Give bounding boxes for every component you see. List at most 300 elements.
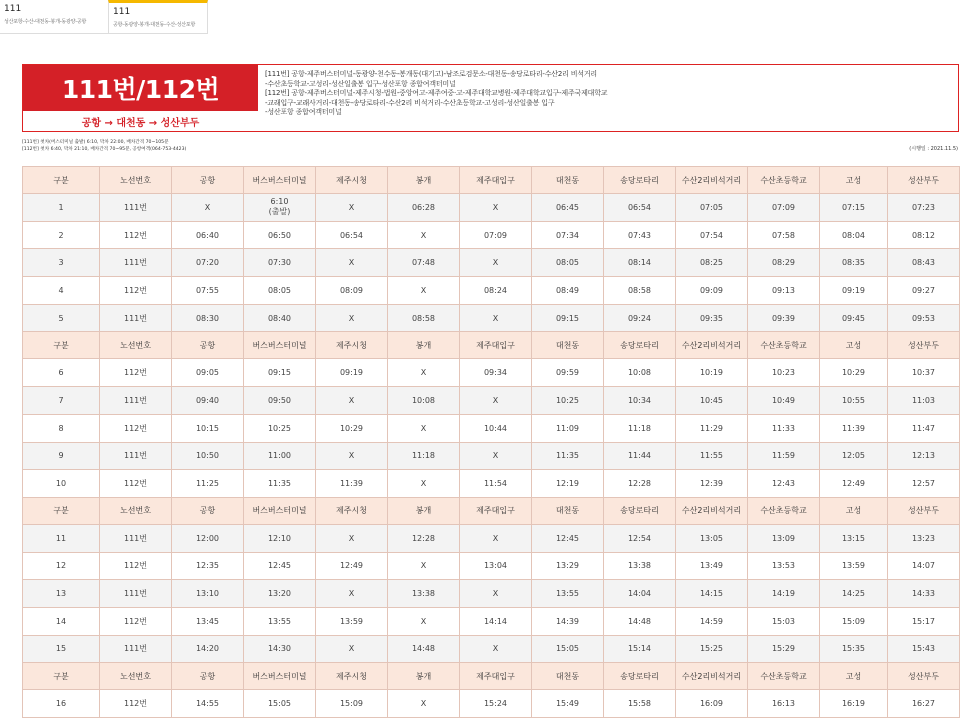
table-cell: 9: [23, 442, 100, 470]
table-cell: X: [316, 304, 388, 332]
table-cell: 15: [23, 635, 100, 663]
table-cell: X: [460, 249, 532, 277]
table-header-row: [23, 663, 960, 690]
table-cell: 13:45: [172, 607, 244, 635]
table-cell: 13:20: [244, 580, 316, 608]
table-cell: 08:58: [604, 277, 676, 305]
table-cell: 11:47: [888, 414, 960, 442]
route-tab-inbound[interactable]: [108, 0, 208, 34]
table-cell: 12:49: [820, 470, 888, 498]
route-line: [111번] 공항-제주버스터미널-동광양-천수동-봉개동(대기고)-남조로검문소-대천동-송당로타리-수산2리 비석거리: [265, 70, 597, 78]
column-header: 송당로타리: [604, 167, 676, 194]
table-cell: 07:55: [172, 277, 244, 305]
table-cell: X: [460, 194, 532, 222]
table-cell: 08:12: [888, 221, 960, 249]
column-header: 공항: [172, 332, 244, 359]
table-cell: 11:55: [676, 442, 748, 470]
table-cell: 09:34: [460, 359, 532, 387]
route-description: [258, 65, 958, 131]
table-cell: 10:08: [388, 387, 460, 415]
table-row: [23, 470, 960, 498]
table-cell: 09:15: [532, 304, 604, 332]
table-cell: 3: [23, 249, 100, 277]
column-header: 공항: [172, 663, 244, 690]
table-cell: X: [460, 524, 532, 552]
table-cell: 08:24: [460, 277, 532, 305]
table-cell: 11:44: [604, 442, 676, 470]
table-cell: 13:49: [676, 552, 748, 580]
page-subtitle: 공항 → 대천동 → 성산부두: [81, 117, 200, 129]
table-cell: 09:15: [244, 359, 316, 387]
column-header: 제주대입구: [460, 167, 532, 194]
table-cell: 11:35: [532, 442, 604, 470]
table-row: [23, 387, 960, 415]
table-cell: 14: [23, 607, 100, 635]
table-cell: 08:40: [244, 304, 316, 332]
table-cell: 11:54: [460, 470, 532, 498]
column-header: 봉개: [388, 167, 460, 194]
table-cell: 10: [23, 470, 100, 498]
table-cell: 14:48: [388, 635, 460, 663]
column-header: 제주시청: [316, 332, 388, 359]
column-header: 고성: [820, 332, 888, 359]
table-cell: 10:25: [532, 387, 604, 415]
table-cell: 10:34: [604, 387, 676, 415]
tab-route-path: 공항-동광양-봉개-대천동-수산-성산포항: [113, 22, 196, 28]
table-row: [23, 359, 960, 387]
table-row: [23, 221, 960, 249]
table-cell: 11:39: [316, 470, 388, 498]
table-row: [23, 277, 960, 305]
table-cell: 10:29: [820, 359, 888, 387]
table-cell: 111번: [100, 635, 172, 663]
table-cell: 07:09: [748, 194, 820, 222]
table-cell: 06:45: [532, 194, 604, 222]
table-cell: X: [388, 690, 460, 718]
table-cell: 11:00: [244, 442, 316, 470]
table-cell: 15:09: [316, 690, 388, 718]
table-cell: 8: [23, 414, 100, 442]
table-cell: 08:05: [244, 277, 316, 305]
column-header: 송당로타리: [604, 332, 676, 359]
effective-date: (시행일 : 2021.11.5): [909, 146, 958, 152]
column-header: 제주대입구: [460, 332, 532, 359]
column-header: 공항: [172, 167, 244, 194]
table-cell: 10:50: [172, 442, 244, 470]
table-cell: 15:24: [460, 690, 532, 718]
table-cell: 07:43: [604, 221, 676, 249]
table-cell: X: [316, 194, 388, 222]
table-cell: 07:54: [676, 221, 748, 249]
table-cell: 14:48: [604, 607, 676, 635]
table-row: [23, 635, 960, 663]
table-row: [23, 552, 960, 580]
table-cell: 13:53: [748, 552, 820, 580]
table-cell: 15:05: [244, 690, 316, 718]
table-cell: 112번: [100, 690, 172, 718]
column-header: 구분: [23, 663, 100, 690]
table-cell: 15:29: [748, 635, 820, 663]
table-cell: X: [460, 580, 532, 608]
table-cell: 15:03: [748, 607, 820, 635]
column-header: 봉개: [388, 663, 460, 690]
table-cell: 12:00: [172, 524, 244, 552]
table-cell: 13:38: [604, 552, 676, 580]
table-cell: 6: [23, 359, 100, 387]
table-cell: 07:30: [244, 249, 316, 277]
table-cell: 09:45: [820, 304, 888, 332]
table-header-row: [23, 497, 960, 524]
column-header: 노선번호: [100, 497, 172, 524]
table-cell: 08:49: [532, 277, 604, 305]
column-header: 성산부두: [888, 497, 960, 524]
column-header: 노선번호: [100, 167, 172, 194]
column-header: 대천동: [532, 332, 604, 359]
table-cell: 12:35: [172, 552, 244, 580]
table-cell: 4: [23, 277, 100, 305]
table-cell: 12:54: [604, 524, 676, 552]
table-cell: 14:07: [888, 552, 960, 580]
table-cell: 07:05: [676, 194, 748, 222]
table-cell: 13:55: [244, 607, 316, 635]
column-header: 제주대입구: [460, 663, 532, 690]
service-note: [112번] 첫차 6:40, 막차 21:10, 배차간격 70~95분, 공항여객(064-753-4423): [22, 147, 187, 152]
table-cell: 14:25: [820, 580, 888, 608]
table-cell: 09:59: [532, 359, 604, 387]
service-notes: [22, 139, 186, 153]
column-header: 봉개: [388, 497, 460, 524]
header-title-banner: [23, 65, 258, 111]
route-tabs: [0, 0, 208, 36]
column-header: 버스버스터미널: [244, 332, 316, 359]
table-cell: 15:35: [820, 635, 888, 663]
header-title-block: [23, 65, 258, 131]
column-header: 노선번호: [100, 332, 172, 359]
table-cell: 10:23: [748, 359, 820, 387]
table-row: [23, 580, 960, 608]
column-header: 대천동: [532, 663, 604, 690]
table-cell: 15:09: [820, 607, 888, 635]
table-cell: 12:43: [748, 470, 820, 498]
column-header: 공항: [172, 497, 244, 524]
service-note: [111번] 첫차(버스터미널 출발) 6:10, 막차 22:00, 배차간격 70~105분: [22, 140, 169, 145]
table-cell: 07:58: [748, 221, 820, 249]
table-cell: 12:39: [676, 470, 748, 498]
table-cell: 11:25: [172, 470, 244, 498]
table-cell: 09:35: [676, 304, 748, 332]
table-cell: 11:03: [888, 387, 960, 415]
table-header-row: [23, 332, 960, 359]
table-cell: 10:29: [316, 414, 388, 442]
table-cell: 7: [23, 387, 100, 415]
column-header: 구분: [23, 497, 100, 524]
table-cell: 13:15: [820, 524, 888, 552]
timetable: [22, 166, 960, 718]
table-cell: X: [388, 470, 460, 498]
table-cell: X: [316, 387, 388, 415]
table-cell: 10:37: [888, 359, 960, 387]
table-row: [23, 194, 960, 222]
column-header: 제주시청: [316, 663, 388, 690]
table-cell: 09:39: [748, 304, 820, 332]
table-cell: 10:08: [604, 359, 676, 387]
table-cell: 14:04: [604, 580, 676, 608]
route-tab-outbound[interactable]: [0, 0, 108, 34]
table-cell: 12:57: [888, 470, 960, 498]
table-cell: 16:19: [820, 690, 888, 718]
table-cell: 06:50: [244, 221, 316, 249]
table-cell: X: [316, 580, 388, 608]
table-cell: 10:19: [676, 359, 748, 387]
table-cell: 15:58: [604, 690, 676, 718]
table-cell: 11:39: [820, 414, 888, 442]
table-cell: X: [388, 221, 460, 249]
table-cell: 10:44: [460, 414, 532, 442]
table-cell: 10:15: [172, 414, 244, 442]
table-cell: 111번: [100, 387, 172, 415]
column-header: 제주대입구: [460, 497, 532, 524]
table-cell: 07:15: [820, 194, 888, 222]
table-cell: 12:49: [316, 552, 388, 580]
table-cell: 08:25: [676, 249, 748, 277]
table-cell: 111번: [100, 580, 172, 608]
table-cell: 08:43: [888, 249, 960, 277]
table-cell: 14:30: [244, 635, 316, 663]
table-row: [23, 304, 960, 332]
table-row: [23, 442, 960, 470]
table-cell: X: [316, 249, 388, 277]
column-header: 제주시청: [316, 497, 388, 524]
table-cell: 111번: [100, 524, 172, 552]
table-cell: 11:33: [748, 414, 820, 442]
column-header: 대천동: [532, 497, 604, 524]
table-cell: 07:09: [460, 221, 532, 249]
table-cell: 11:18: [604, 414, 676, 442]
column-header: 수산초등학교: [748, 497, 820, 524]
table-cell: 112번: [100, 277, 172, 305]
table-cell: 09:24: [604, 304, 676, 332]
table-cell: 08:58: [388, 304, 460, 332]
column-header: 고성: [820, 167, 888, 194]
table-cell: 06:54: [316, 221, 388, 249]
table-cell: 06:40: [172, 221, 244, 249]
table-cell: 12:13: [888, 442, 960, 470]
table-cell: 11: [23, 524, 100, 552]
table-cell: X: [172, 194, 244, 222]
table-cell: 15:49: [532, 690, 604, 718]
table-cell: 15:17: [888, 607, 960, 635]
table-cell: 09:05: [172, 359, 244, 387]
tab-route-path: 성산포항-수산-대천동-봉개-동광양-공항: [4, 19, 87, 25]
table-cell: 112번: [100, 221, 172, 249]
table-cell: X: [460, 442, 532, 470]
table-cell: 111번: [100, 194, 172, 222]
column-header: 고성: [820, 497, 888, 524]
table-row: [23, 524, 960, 552]
table-cell: X: [388, 414, 460, 442]
table-cell: 16:27: [888, 690, 960, 718]
table-cell: 07:20: [172, 249, 244, 277]
table-cell: 12:05: [820, 442, 888, 470]
column-header: 고성: [820, 663, 888, 690]
route-line: [112번] 공항-제주버스터미널-제주시청-법원-중앙여고-제주여중·고-제주대학교병원-제주대학교입구-제주국제대학교: [265, 89, 608, 97]
table-cell: 15:43: [888, 635, 960, 663]
table-cell: 14:19: [748, 580, 820, 608]
table-cell: 10:25: [244, 414, 316, 442]
table-cell: X: [388, 552, 460, 580]
table-cell: X: [388, 277, 460, 305]
table-cell: 11:18: [388, 442, 460, 470]
table-cell: 07:34: [532, 221, 604, 249]
table-cell: 09:40: [172, 387, 244, 415]
column-header: 송당로타리: [604, 663, 676, 690]
table-cell: 13:10: [172, 580, 244, 608]
table-cell: 11:59: [748, 442, 820, 470]
tab-route-number: 111: [113, 7, 131, 17]
route-line: -수산초등학교-고성리-성산일출봉 입구-성산포항 종합여객터미널: [265, 79, 456, 88]
table-cell: 09:19: [316, 359, 388, 387]
column-header: 수산초등학교: [748, 167, 820, 194]
table-cell: 16: [23, 690, 100, 718]
table-cell: X: [316, 635, 388, 663]
table-row: [23, 249, 960, 277]
table-cell: 07:48: [388, 249, 460, 277]
column-header: 수산2리비석거리: [676, 332, 748, 359]
table-cell: X: [460, 387, 532, 415]
table-cell: 08:05: [532, 249, 604, 277]
table-cell: 1: [23, 194, 100, 222]
table-cell: X: [316, 524, 388, 552]
table-cell: 13: [23, 580, 100, 608]
table-cell: 112번: [100, 607, 172, 635]
table-cell: 11:09: [532, 414, 604, 442]
table-cell: 14:14: [460, 607, 532, 635]
table-cell: 112번: [100, 359, 172, 387]
table-row: [23, 690, 960, 718]
table-cell: 112번: [100, 414, 172, 442]
column-header: 성산부두: [888, 663, 960, 690]
table-cell: 09:09: [676, 277, 748, 305]
table-cell: 08:14: [604, 249, 676, 277]
column-header: 성산부두: [888, 332, 960, 359]
table-cell: 111번: [100, 442, 172, 470]
table-cell: 14:15: [676, 580, 748, 608]
table-cell: 112번: [100, 470, 172, 498]
table-cell: X: [460, 304, 532, 332]
table-cell: 11:29: [676, 414, 748, 442]
table-cell: 16:13: [748, 690, 820, 718]
table-cell: 08:04: [820, 221, 888, 249]
column-header: 버스버스터미널: [244, 497, 316, 524]
column-header: 송당로타리: [604, 497, 676, 524]
table-row: [23, 607, 960, 635]
table-cell: 07:23: [888, 194, 960, 222]
column-header: 수산2리비석거리: [676, 497, 748, 524]
table-cell: 13:59: [820, 552, 888, 580]
table-cell: 06:54: [604, 194, 676, 222]
table-cell: 15:25: [676, 635, 748, 663]
table-cell: 14:55: [172, 690, 244, 718]
table-cell: 12:45: [244, 552, 316, 580]
column-header: 제주시청: [316, 167, 388, 194]
table-cell: 11:35: [244, 470, 316, 498]
table-cell: 13:05: [676, 524, 748, 552]
table-cell: 5: [23, 304, 100, 332]
table-cell: 08:30: [172, 304, 244, 332]
table-cell: 13:09: [748, 524, 820, 552]
column-header: 수산초등학교: [748, 663, 820, 690]
table-cell: 16:09: [676, 690, 748, 718]
table-cell: 15:14: [604, 635, 676, 663]
page-title: 111번/112번: [61, 75, 220, 104]
table-cell: 13:59: [316, 607, 388, 635]
table-cell: 08:29: [748, 249, 820, 277]
table-cell: 14:59: [676, 607, 748, 635]
table-cell: 09:50: [244, 387, 316, 415]
column-header: 노선번호: [100, 663, 172, 690]
table-cell: 13:29: [532, 552, 604, 580]
table-cell: 12: [23, 552, 100, 580]
column-header: 성산부두: [888, 167, 960, 194]
table-cell: 111번: [100, 304, 172, 332]
column-header: 수산2리비석거리: [676, 167, 748, 194]
table-cell: X: [460, 635, 532, 663]
table-cell: 08:35: [820, 249, 888, 277]
column-header: 구분: [23, 332, 100, 359]
table-cell: 10:45: [676, 387, 748, 415]
route-line: -교래입구-교래사거리-대천동-송당로타리-수산2리 비석거리-수산초등학교-고성리-성산일출봉 입구: [265, 98, 555, 107]
table-cell: 13:23: [888, 524, 960, 552]
table-cell: 15:05: [532, 635, 604, 663]
table-cell: 13:04: [460, 552, 532, 580]
table-cell: 13:55: [532, 580, 604, 608]
table-cell: 12:28: [604, 470, 676, 498]
column-header: 대천동: [532, 167, 604, 194]
column-header: 봉개: [388, 332, 460, 359]
table-row: [23, 414, 960, 442]
table-cell: 6:10 (출발): [244, 194, 316, 222]
route-line: -성산포항 종합여객터미널: [265, 108, 342, 116]
table-cell: 06:28: [388, 194, 460, 222]
column-header: 버스버스터미널: [244, 167, 316, 194]
table-cell: 12:19: [532, 470, 604, 498]
table-cell: 112번: [100, 552, 172, 580]
table-cell: X: [316, 442, 388, 470]
table-cell: 14:39: [532, 607, 604, 635]
table-cell: 14:33: [888, 580, 960, 608]
table-cell: 10:55: [820, 387, 888, 415]
table-cell: 13:38: [388, 580, 460, 608]
table-cell: 111번: [100, 249, 172, 277]
table-cell: 14:20: [172, 635, 244, 663]
table-cell: 10:49: [748, 387, 820, 415]
table-cell: 12:10: [244, 524, 316, 552]
table-cell: 08:09: [316, 277, 388, 305]
column-header: 구분: [23, 167, 100, 194]
table-cell: 2: [23, 221, 100, 249]
table-cell: X: [388, 359, 460, 387]
table-cell: 12:45: [532, 524, 604, 552]
timetable-header: [22, 64, 959, 132]
tab-route-number: 111: [4, 4, 22, 14]
table-cell: 09:19: [820, 277, 888, 305]
table-cell: 09:27: [888, 277, 960, 305]
table-header-row: [23, 167, 960, 194]
column-header: 수산2리비석거리: [676, 663, 748, 690]
table-cell: 09:13: [748, 277, 820, 305]
table-cell: 12:28: [388, 524, 460, 552]
column-header: 버스버스터미널: [244, 663, 316, 690]
